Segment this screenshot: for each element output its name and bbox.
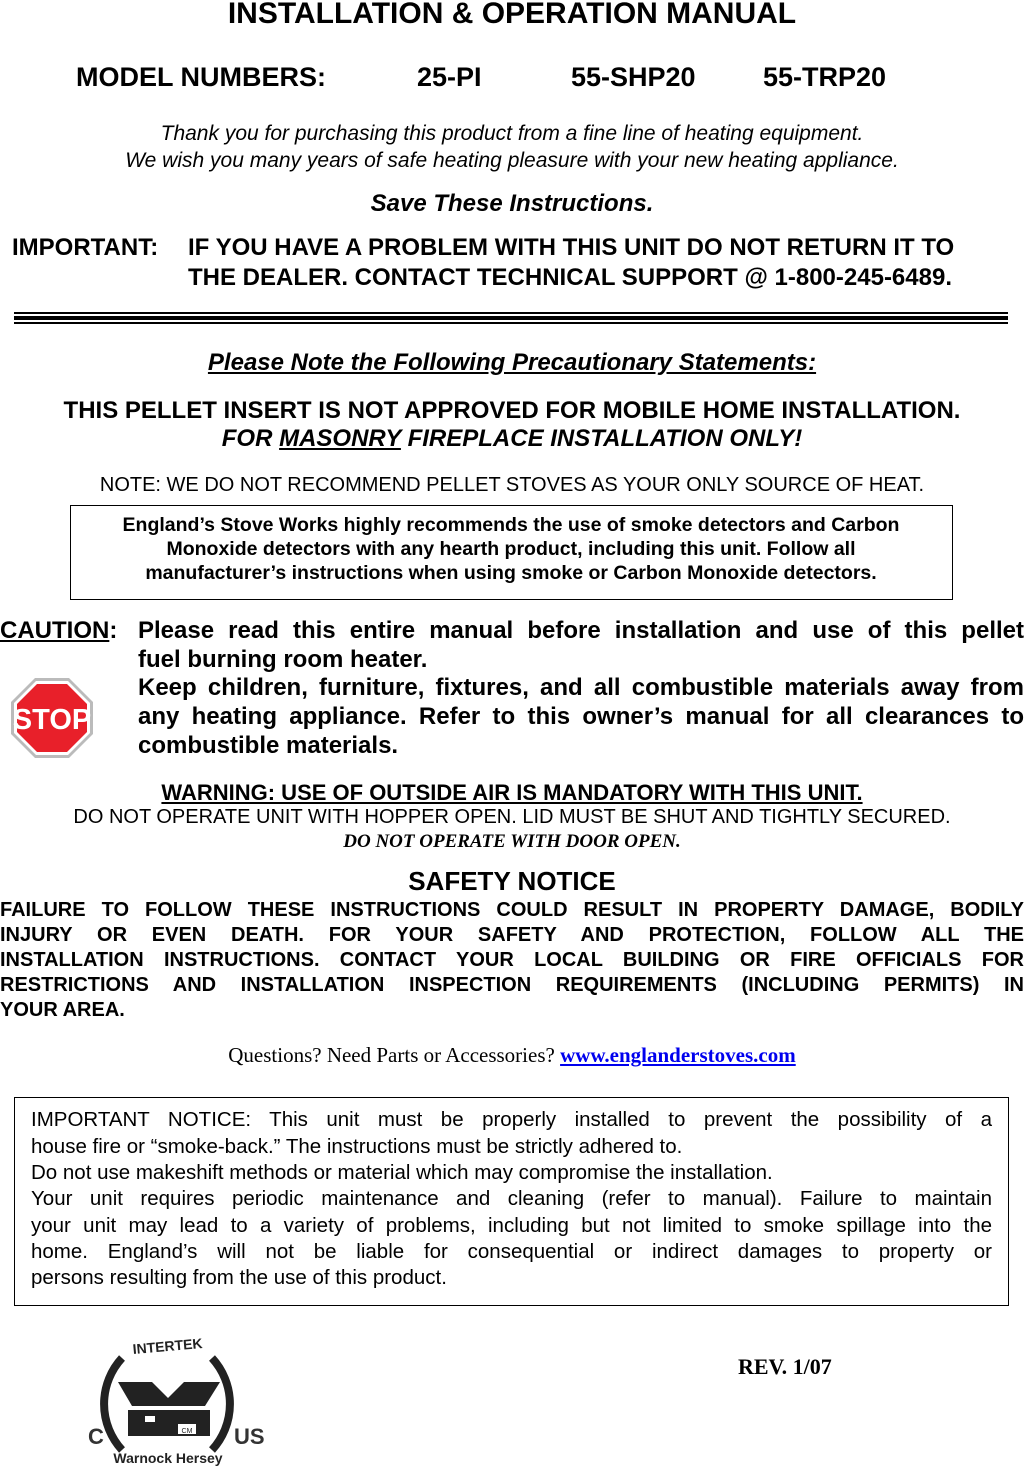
save-instructions: Save These Instructions. <box>370 190 654 217</box>
safety-line: YOUR AREA. <box>0 999 125 1021</box>
hopper-warning: DO NOT OPERATE UNIT WITH HOPPER OPEN. LID MUST BE SHUT AND TIGHTLY SECURED. <box>73 806 951 828</box>
model-number: 25-PI <box>417 62 482 92</box>
important-notice-box <box>14 1097 1009 1306</box>
caution-line: Keep children, furniture, fixtures, and all combustible materials away from <box>138 674 1024 701</box>
detector-line: Monoxide detectors with any hearth product, including this unit. Follow all <box>166 538 856 560</box>
stop-sign-icon <box>10 677 94 759</box>
safety-line: INSTALLATION INSTRUCTIONS. CONTACT YOUR LOCAL BUILDING OR FIRE OFFICIALS FOR <box>0 949 1024 971</box>
detector-notice-box <box>70 505 953 600</box>
safety-line: INJURY OR EVEN DEATH. FOR YOUR SAFETY AND PROTECTION, FOLLOW ALL THE <box>0 924 1024 946</box>
notice-line: home. England’s will not be liable for consequential or indirect damages to property or <box>31 1240 992 1263</box>
svg-text:US: US <box>234 1424 265 1449</box>
caution-line: any heating appliance. Refer to this owner’s manual for all clearances to <box>138 703 1024 730</box>
notice-line: house fire or “smoke-back.” The instructions must be strictly adhered to. <box>31 1135 683 1158</box>
website-link[interactable]: www.englanderstoves.com <box>560 1043 796 1067</box>
notice-line: Your unit requires periodic maintenance and cleaning (refer to manual). Failure to maintain <box>31 1187 992 1210</box>
page-title: INSTALLATION & OPERATION MANUAL <box>227 0 797 30</box>
text: MASONRY <box>279 425 401 452</box>
text: : <box>109 617 118 644</box>
model-number: 55-TRP20 <box>763 62 887 92</box>
svg-text:C: C <box>88 1424 104 1449</box>
important-line: IF YOU HAVE A PROBLEM WITH THIS UNIT DO NOT RETURN IT TO <box>188 234 955 261</box>
door-warning: DO NOT OPERATE WITH DOOR OPEN. <box>343 831 681 852</box>
detector-line: England’s Stove Works highly recommends the use of smoke detectors and Carbon <box>122 514 900 536</box>
masonry-only <box>0 425 1024 453</box>
intertek-certification-logo <box>60 1318 290 1468</box>
caution-line: Please read this entire manual before installation and use of this pellet <box>138 617 1024 644</box>
caution-line: fuel burning room heater. <box>138 646 428 673</box>
safety-notice-title: SAFETY NOTICE <box>408 866 616 896</box>
text: FOR <box>221 425 280 452</box>
thanks-line: We wish you many years of safe heating pleasure with your new heating appliance. <box>125 149 899 172</box>
text: FIREPLACE INSTALLATION ONLY! <box>400 425 803 452</box>
text: CAUTION <box>0 617 110 644</box>
model-number: 55-SHP20 <box>571 62 696 92</box>
svg-text:CM: CM <box>181 1428 193 1435</box>
safety-line: FAILURE TO FOLLOW THESE INSTRUCTIONS COULD RESULT IN PROPERTY DAMAGE, BODILY <box>0 899 1024 921</box>
svg-text:Warnock Hersey: Warnock Hersey <box>113 1450 223 1466</box>
model-numbers-label: MODEL NUMBERS: <box>76 62 327 92</box>
detector-line: manufacturer’s instructions when using smoke or Carbon Monoxide detectors. <box>145 562 877 584</box>
svg-text:INTERTEK: INTERTEK <box>132 1334 204 1358</box>
thanks-line: Thank you for purchasing this product from a fine line of heating equipment. <box>160 122 864 145</box>
text: Questions? Need Parts or Accessories? <box>228 1043 561 1067</box>
safety-line: RESTRICTIONS AND INSTALLATION INSPECTION REQUIREMENTS (INCLUDING PERMITS) IN <box>0 974 1024 996</box>
mobile-home-warning: THIS PELLET INSERT IS NOT APPROVED FOR MOBILE HOME INSTALLATION. <box>63 397 961 424</box>
notice-line: your unit may lead to a variety of problems, including but not limited to smoke spillage into the <box>31 1214 992 1237</box>
notice-line: IMPORTANT NOTICE: This unit must be properly installed to prevent the possibility of a <box>31 1108 992 1131</box>
important-line: THE DEALER. CONTACT TECHNICAL SUPPORT @ 1-800-245-6489. <box>188 264 952 291</box>
notice-line: Do not use makeshift methods or material which may compromise the installation. <box>31 1161 773 1184</box>
caution-label <box>0 617 117 645</box>
notice-line: persons resulting from the use of this product. <box>31 1266 447 1289</box>
questions-line <box>0 1043 1024 1068</box>
important-label: IMPORTANT: <box>12 234 159 261</box>
stop-text: STOP <box>12 704 92 736</box>
heat-source-note: NOTE: WE DO NOT RECOMMEND PELLET STOVES AS YOUR ONLY SOURCE OF HEAT. <box>99 474 925 496</box>
precaution-heading: Please Note the Following Precautionary Statements: <box>207 349 817 376</box>
caution-line: combustible materials. <box>138 732 399 759</box>
revision-label: REV. 1/07 <box>738 1354 832 1379</box>
outside-air-warning: WARNING: USE OF OUTSIDE AIR IS MANDATORY WITH THIS UNIT. <box>161 780 863 805</box>
